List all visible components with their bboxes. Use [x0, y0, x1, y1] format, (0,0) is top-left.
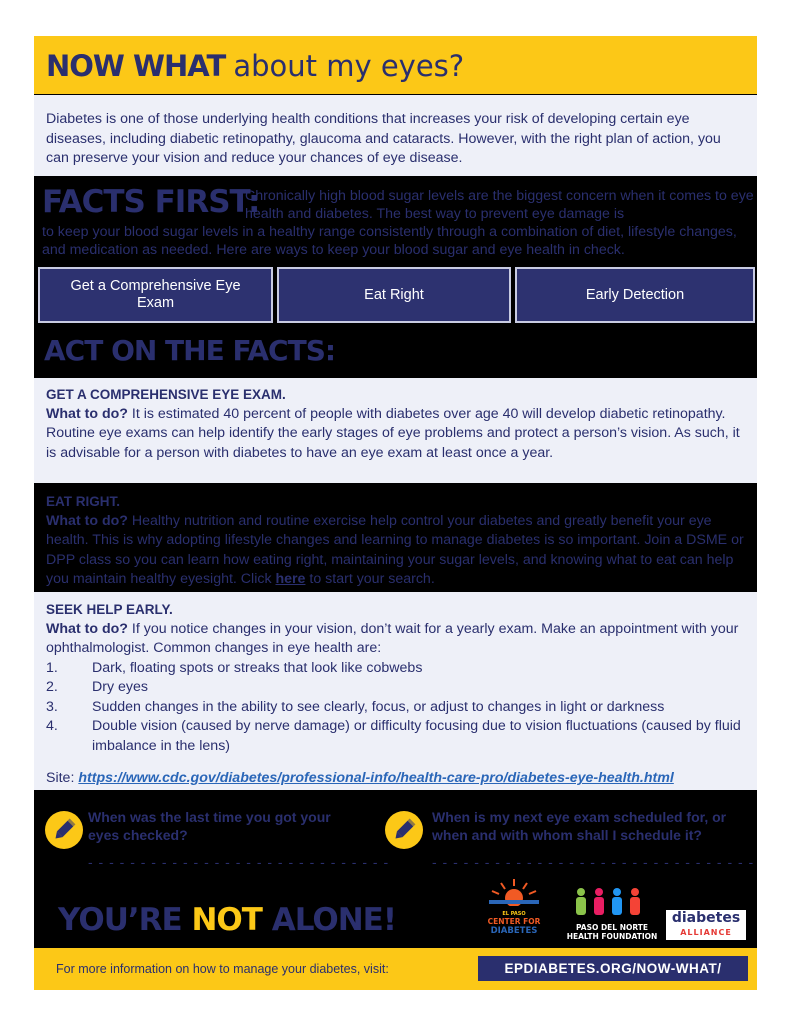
section-title: GET A COMPREHENSIVE EYE EXAM. [46, 387, 286, 402]
tab-early-detection[interactable]: Early Detection [515, 267, 755, 323]
here-link[interactable]: here [275, 571, 306, 587]
question-last-checked: When was the last time you got your eyes checked? [88, 809, 331, 843]
section-lead: What to do? [46, 405, 128, 422]
section-title: SEEK HELP EARLY. [46, 602, 173, 617]
list-item: 2. Dry eyes [46, 679, 148, 695]
list-item: 4. Double vision (caused by nerve damage) or difficulty focusing due to vision fluctuations (caused by fluid imbalance in the lens) [46, 718, 741, 754]
list-item: 1. Dark, floating spots or streaks that look like cobwebs [46, 659, 423, 676]
act-on-facts-heading: ACT ON THE FACTS: [44, 334, 336, 367]
cdc-link[interactable]: https://www.cdc.gov/diabetes/professional-info/health-care-pro/diabetes-eye-health.html [78, 770, 674, 786]
section-eat-right-body [46, 492, 751, 590]
tab-eye-exam[interactable]: Get a Comprehensive Eye Exam [38, 267, 273, 323]
topic-tabs [36, 267, 756, 325]
site-label: Site: [46, 770, 79, 786]
pencil-icon [45, 811, 83, 849]
section-seek-help [34, 592, 757, 790]
facts-first-heading: FACTS FIRST: [42, 184, 260, 220]
section-text: Healthy nutrition and routine exercise help control your diabetes and greatly benefit your eye health. This is why adopting lifestyle changes and learning to manage diabetes is so important. Join a DSME or DPP class so you can learn how eating right, maintaining your sugar levels, and knowing what to eat can help you maintain healthy eyesight. Click [46, 512, 744, 587]
section-lead: What to do? [46, 512, 128, 529]
section-text: If you notice changes in your vision, don’t wait for a yearly exam. Make an appointment with your ophthalmologist. Common changes in eye health are: [46, 620, 739, 656]
section-text: It is estimated 40 percent of people with diabetes over age 40 will develop diabetic retinopathy. Routine eye exams can help identify the early stages of eye problems and protect a person’s vision. As such, it is advisable for a person with diabetes to have an eye exam at least once a year. [46, 405, 740, 461]
pencil-icon [385, 811, 423, 849]
section-eat-right [34, 485, 757, 590]
answer-line[interactable]: - - - - - - - - - - - - - - - - - - - - - - - - - - - - - [88, 854, 390, 870]
site-line [46, 769, 751, 789]
paso-del-norte-logo: PASO DEL NORTE HEALTH FOUNDATION [563, 886, 661, 942]
not-alone-tagline: YOU’RE NOT ALONE! [58, 902, 396, 938]
section-eye-exam [34, 378, 757, 483]
answer-line[interactable]: - - - - - - - - - - - - - - - - - - - - - - - - - - - - - - - [432, 854, 755, 870]
intro-text: Diabetes is one of those underlying health conditions that increases your risk of developing certain eye diseases, including diabetic retinopathy, glaucoma and cataracts. However, with the right plan of action, you can preserve your vision and reduce your chances of eye disease. [46, 111, 721, 166]
section-seek-help-body [46, 600, 751, 789]
people-icon [563, 886, 661, 918]
tab-eat-right[interactable]: Eat Right [277, 267, 511, 323]
title-light: about my eyes? [233, 49, 465, 83]
list-item: 3. Sudden changes in the ability to see clearly, focus, or adjust to changes in light or darkness [46, 698, 665, 715]
question-next-exam: When is my next eye exam scheduled for, or when and with whom shall I schedule it? [432, 809, 727, 843]
facts-first-text-2: to keep your blood sugar levels in a healthy range consistently through a combination of diet, lifestyle changes, and medication as needed. Here are ways to keep your blood sugar and eye health in check. [42, 224, 737, 258]
eye-changes-list [46, 659, 751, 757]
sun-icon [481, 876, 547, 906]
diabetes-alliance-logo: diabetes ALLIANCE [666, 910, 746, 940]
title-bold: NOW WHAT [46, 49, 226, 83]
section-eye-exam-body [46, 385, 751, 463]
facts-first-text-1: Chronically high blood sugar levels are the biggest concern when it comes to eye health and diabetes. The best way to prevent eye damage is [245, 188, 754, 222]
flyer-page [34, 36, 757, 990]
section-lead: What to do? [46, 620, 128, 637]
footer-text: For more information on how to manage your diabetes, visit: [56, 962, 389, 976]
section-title: EAT RIGHT. [46, 494, 120, 509]
page-title [46, 49, 464, 84]
section-text-after: to start your search. [305, 571, 435, 587]
website-button[interactable]: EPDIABETES.ORG/NOW-WHAT/ [478, 956, 748, 981]
elpaso-center-logo: EL PASO CENTER FOR DIABETES [481, 876, 547, 942]
